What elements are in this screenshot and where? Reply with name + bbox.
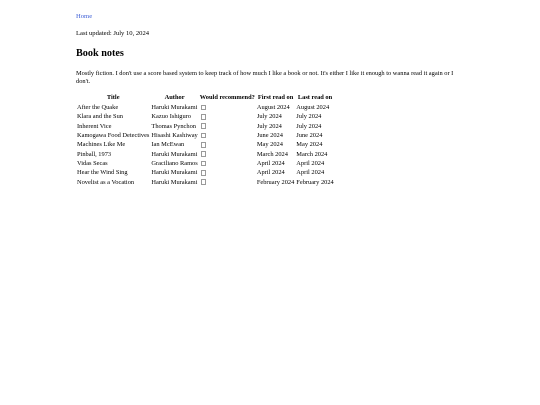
table-header-row — [76, 94, 335, 104]
page-title: Book notes — [76, 47, 124, 59]
recommend-cell — [199, 168, 256, 177]
first-read-cell: June 2024 — [256, 132, 283, 140]
table-row — [76, 113, 335, 122]
last-read-cell: February 2024 — [296, 178, 334, 186]
first-read-cell: July 2024 — [256, 113, 282, 121]
recommend-checkbox[interactable] — [201, 142, 207, 148]
recommend-checkbox[interactable] — [201, 105, 207, 111]
book-title-cell: After the Quake — [77, 104, 119, 112]
last-read-cell: May 2024 — [296, 141, 323, 149]
table-row — [76, 103, 335, 112]
column-header-title: Title — [106, 93, 120, 101]
column-header-author: Author — [164, 93, 185, 101]
last-read-cell: April 2024 — [296, 159, 325, 167]
book-author-cell: Haruki Murakami — [151, 169, 198, 177]
home-link[interactable]: Home — [76, 13, 93, 20]
recommend-checkbox[interactable] — [201, 170, 207, 176]
last-read-cell: July 2024 — [296, 113, 322, 121]
column-header-first-read: First read on — [257, 93, 294, 101]
table-row — [76, 159, 335, 168]
book-title-cell: Pinball, 1973 — [77, 150, 112, 158]
table-row — [76, 122, 335, 131]
recommend-cell — [199, 131, 256, 140]
first-read-cell: February 2024 — [256, 178, 295, 186]
book-author-cell: Thomas Pynchon — [151, 122, 196, 130]
recommend-cell — [199, 103, 256, 112]
first-read-cell: May 2024 — [256, 141, 283, 149]
recommend-checkbox[interactable] — [201, 161, 207, 167]
recommend-cell — [199, 122, 256, 131]
book-title-cell: Vidas Secas — [77, 159, 108, 167]
last-read-cell: April 2024 — [296, 169, 325, 177]
book-title-cell: Hear the Wind Sing — [77, 169, 128, 177]
first-read-cell: April 2024 — [256, 169, 285, 177]
first-read-cell: March 2024 — [256, 150, 288, 158]
recommend-checkbox[interactable] — [201, 123, 207, 129]
last-read-cell: August 2024 — [296, 104, 330, 112]
book-table — [76, 94, 335, 187]
recommend-cell — [199, 150, 256, 159]
recommend-cell — [199, 178, 256, 187]
column-header-last-read: Last read on — [297, 93, 333, 101]
book-author-cell: Kazuo Ishiguro — [151, 113, 191, 121]
recommend-checkbox[interactable] — [201, 114, 207, 120]
first-read-cell: April 2024 — [256, 159, 285, 167]
page-container — [0, 0, 540, 187]
book-title-cell: Machines Like Me — [77, 141, 126, 149]
recommend-checkbox[interactable] — [201, 179, 207, 185]
table-row — [76, 150, 335, 159]
recommend-checkbox[interactable] — [201, 133, 207, 139]
recommend-checkbox[interactable] — [201, 151, 207, 157]
table-row — [76, 141, 335, 150]
table-row — [76, 178, 335, 187]
book-author-cell: Haruki Murakami — [151, 150, 198, 158]
first-read-cell: July 2024 — [256, 122, 282, 130]
table-row — [76, 168, 335, 177]
last-read-cell: March 2024 — [296, 150, 328, 158]
book-author-cell: Hisashi Kashiway — [151, 132, 198, 140]
book-author-cell: Ian McEwan — [151, 141, 185, 149]
book-title-cell: Novelist as a Vocation — [77, 178, 135, 186]
book-author-cell: Haruki Murakami — [151, 104, 198, 112]
last-updated-text: Last updated: July 10, 2024 — [76, 29, 150, 37]
table-body — [76, 103, 335, 187]
column-header-recommend: Would recommend? — [199, 93, 255, 101]
last-read-cell: July 2024 — [296, 122, 322, 130]
book-title-cell: Kamogawa Food Detectives — [77, 132, 150, 140]
book-author-cell: Haruki Murakami — [151, 178, 198, 186]
book-title-cell: Inherent Vice — [77, 122, 112, 130]
first-read-cell: August 2024 — [256, 104, 290, 112]
book-author-cell: Graciliano Ramos — [151, 159, 198, 167]
table-row — [76, 131, 335, 140]
recommend-cell — [199, 159, 256, 168]
recommend-cell — [199, 113, 256, 122]
book-title-cell: Klara and the Sun — [77, 113, 123, 121]
recommend-cell — [199, 141, 256, 150]
last-read-cell: June 2024 — [296, 132, 323, 140]
intro-paragraph: Mostly fiction. I don't use a score based system to keep track of how much I like a book or not. It's either I like it enough to wanna read it again or I don't. — [76, 70, 454, 85]
